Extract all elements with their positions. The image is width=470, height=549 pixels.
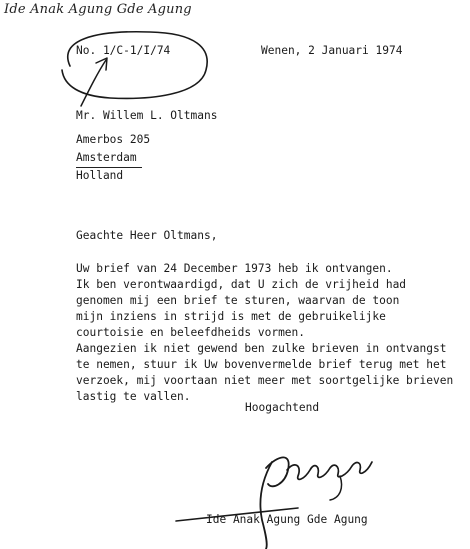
body-line: mijn inziens in strijd is met de gebruikelijke — [76, 310, 386, 323]
body-line: genomen mij een brief te sturen, waarvan de toon — [76, 294, 400, 307]
recipient-street: Amerbos 205 — [76, 133, 151, 146]
salutation: Geachte Heer Oltmans, — [76, 229, 218, 242]
closing: Hoogachtend — [245, 401, 320, 414]
reference-number: No. 1/C-1/I/74 — [76, 44, 171, 57]
recipient-country: Holland — [76, 169, 124, 182]
letterhead: Ide Anak Agung Gde Agung — [4, 2, 192, 17]
body-line: lastig te vallen. — [76, 390, 191, 403]
recipient-city: Amsterdam — [76, 151, 137, 164]
body-line: te nemen, stuur ik Uw bovenvermelde brief terug met het — [76, 358, 447, 371]
body-line: Aangezien ik niet gewend ben zulke brieven in ontvangst — [76, 342, 447, 355]
recipient-name: Mr. Willem L. Oltmans — [76, 109, 218, 122]
place-date: Wenen, 2 Januari 1974 — [261, 44, 403, 57]
signer-name: Ide Anak Agung Gde Agung — [206, 513, 368, 526]
body-line: Uw brief van 24 December 1973 heb ik ontvangen. — [76, 262, 393, 275]
body-line: courtoisie en beleefdheids vormen. — [76, 326, 306, 339]
body-line: Ik ben verontwaardigd, dat U zich de vrijheid had — [76, 278, 407, 291]
body-line: verzoek, mij voortaan niet meer met soortgelijke brieven — [76, 374, 454, 387]
